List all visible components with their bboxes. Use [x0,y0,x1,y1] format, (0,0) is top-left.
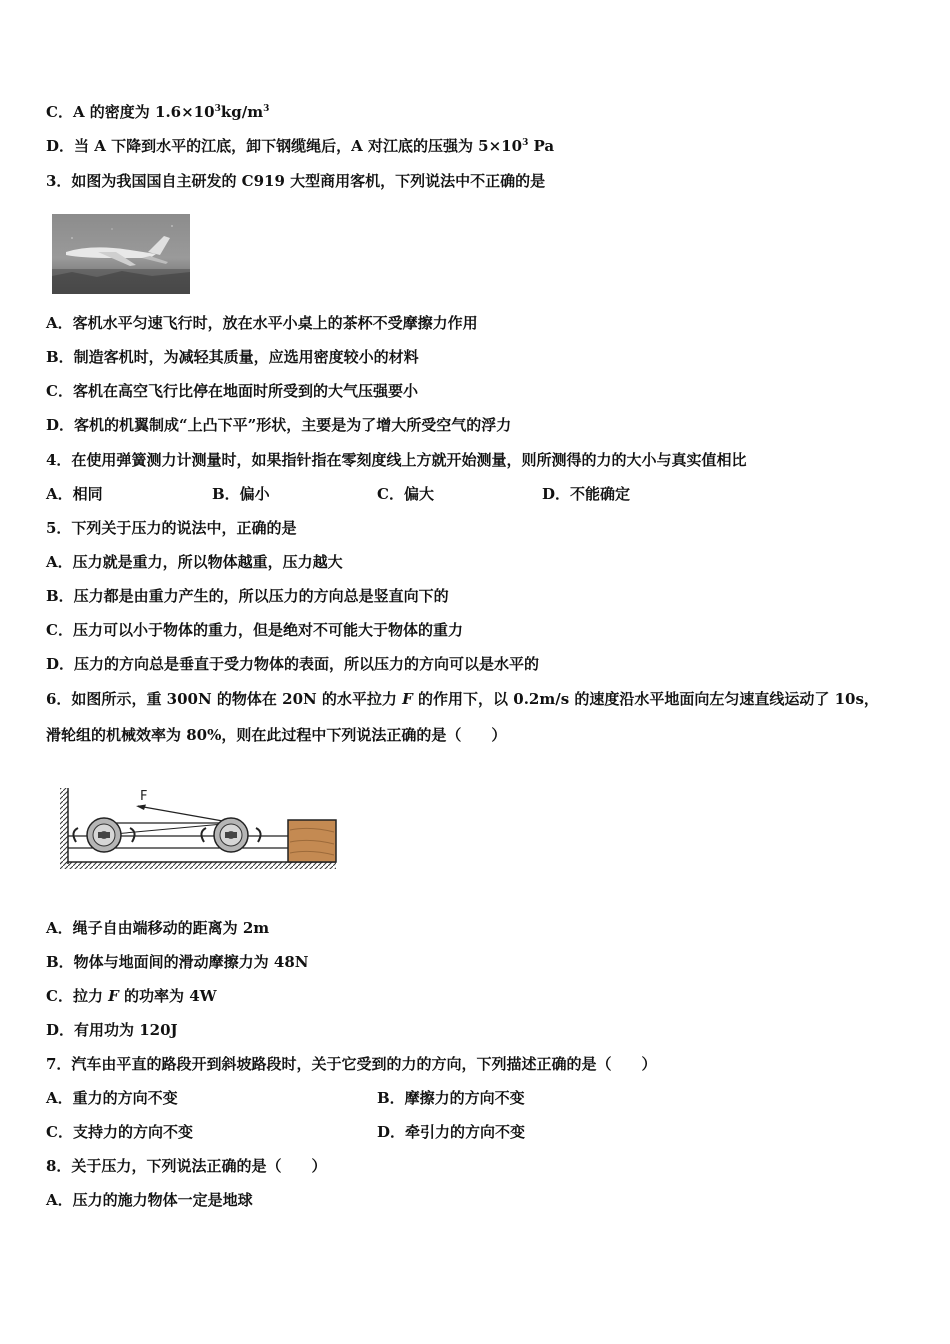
q2-option-c [46,102,269,122]
q6-stem-line2: 滑轮组的机械效率为 80%，则在此过程中下列说法正确的是（ ） [46,726,507,744]
q5-option-c: C．压力可以小于物体的重力，但是绝对不可能大于物体的重力 [46,621,463,639]
q5-option-d: D．压力的方向总是垂直于受力物体的表面，所以压力的方向可以是水平的 [46,655,540,673]
q7-option-b: B．摩擦力的方向不变 [377,1089,525,1107]
q6-option-b: B．物体与地面间的滑动摩擦力为 48N [46,953,309,971]
q8-stem: 8．关于压力，下列说法正确的是（ ） [46,1157,327,1175]
q6c-force-symbol: F [108,987,119,1005]
force-label: F [140,789,148,804]
q2-option-d [46,136,554,156]
q2d-exponent: 3 [522,138,529,148]
q7-option-d: D．牵引力的方向不变 [377,1123,526,1141]
q4-option-b: B．偏小 [212,485,270,503]
q3-option-d: D．客机的机翼制成“上凸下平”形状，主要是为了增大所受空气的浮力 [46,416,512,434]
q2c-unit-exponent: 3 [263,104,270,114]
q6-text-b: 的作用下，以 0.2m/s 的速度沿水平地面向左匀速直线运动了 10s， [412,690,879,708]
wooden-block [288,820,336,862]
q2c-text: C．A 的密度为 1.6×10 [46,103,215,121]
q5-option-b: B．压力都是由重力产生的，所以压力的方向总是竖直向下的 [46,587,449,605]
q2d-text: D．当 A 下降到水平的江底，卸下钢缆绳后，A 对江底的压强为 5×10 [46,137,523,155]
q6-force-symbol: F [402,690,413,708]
q2c-exponent: 3 [214,104,221,114]
q7-stem: 7．汽车由平直的路段开到斜坡路段时，关于它受到的力的方向，下列描述正确的是（ ） [46,1055,657,1073]
q2d-unit: Pa [528,137,555,155]
q3-option-c: C．客机在高空飞行比停在地面时所受到的大气压强要小 [46,382,418,400]
q5-stem: 5．下列关于压力的说法中，正确的是 [46,519,297,537]
q5-option-a: A．压力就是重力，所以物体越重，压力越大 [46,553,343,571]
q3-option-a: A．客机水平匀速飞行时，放在水平小桌上的茶杯不受摩擦力作用 [46,314,478,332]
pulley-diagram [58,786,340,872]
q4-stem: 4．在使用弹簧测力计测量时，如果指针指在零刻度线上方就开始测量，则所测得的力的大小与真实值相比 [46,451,747,469]
q4-option-a: A．相同 [46,485,103,503]
q8-option-a: A．压力的施力物体一定是地球 [46,1191,253,1209]
q7-option-c: C．支持力的方向不变 [46,1123,193,1141]
q6-option-a: A．绳子自由端移动的距离为 2m [46,919,270,937]
q6c-text-b: 的功率为 4W [118,987,217,1005]
q6-text-a: 6．如图所示，重 300N 的物体在 20N 的水平拉力 [46,690,403,708]
q6c-text-a: C．拉力 [46,987,109,1005]
airplane-photo [52,214,190,294]
q7-option-a: A．重力的方向不变 [46,1089,178,1107]
q2c-unit: kg/m [220,103,264,121]
q3-option-b: B．制造客机时，为减轻其质量，应选用密度较小的材料 [46,348,419,366]
q6-stem-line1 [46,689,879,709]
q6-option-d: D．有用功为 120J [46,1021,178,1039]
q6-option-c [46,986,217,1006]
q4-option-c: C．偏大 [377,485,434,503]
q4-option-d: D．不能确定 [542,485,631,503]
q3-stem: 3．如图为我国国自主研发的 C919 大型商用客机，下列说法中不正确的是 [46,172,546,190]
